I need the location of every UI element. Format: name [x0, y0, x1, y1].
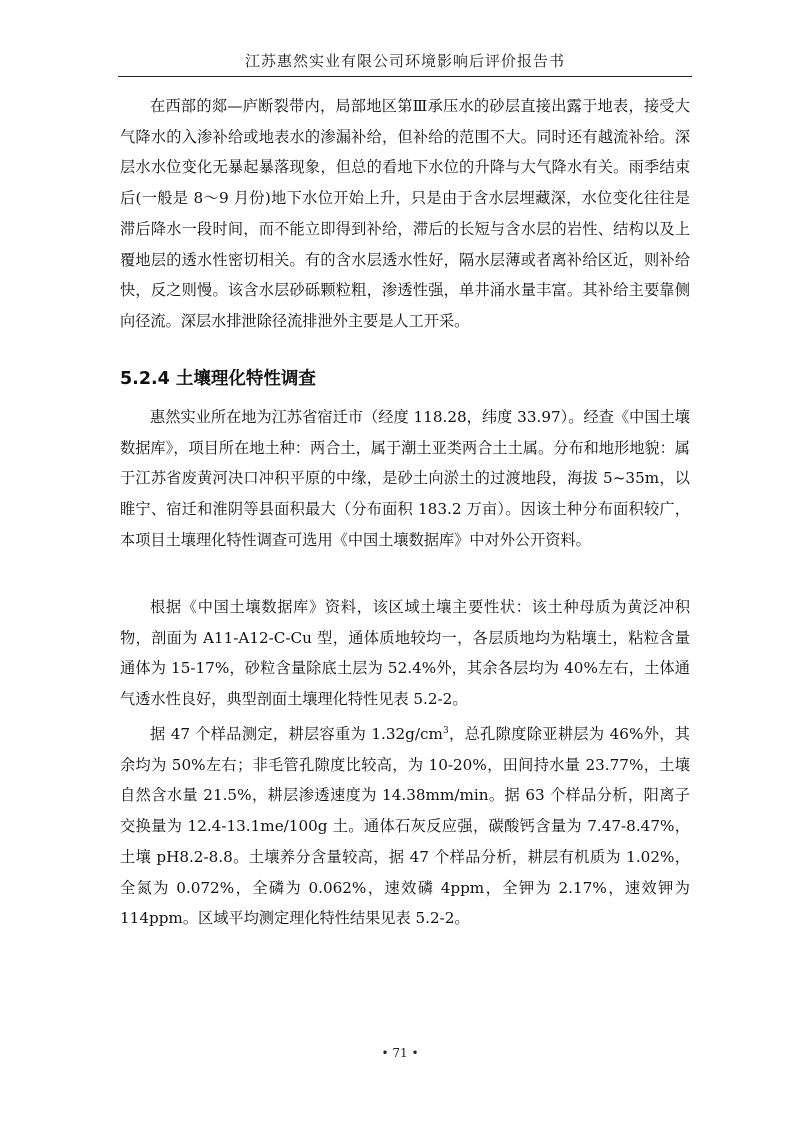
- document-header: 江苏惠然实业有限公司环境影响后评价报告书: [244, 52, 565, 70]
- paragraph-soil-location: 惠然实业所在地为江苏省宿迁市（经度 118.28，纬度 33.97）。经查《中国土壤数据库》，项目所在地土种：两合土，属于潮土亚类两合土土属。分布和地形地貌：属于江苏省废黄河决口冲积平原的中缘，是砂土向淤土的过渡地段，海拔 5~35m，以睢宁、宿迁和淮阴等县面积最大（分布面积 183.2 万亩）。因该土种分布面积较广，本项目土壤理化特性调查可选用《中国土壤数据库》中对外公开资料。: [120, 408, 690, 549]
- sample-results-text-1: 据 47 个样品测定，耕层容重为 1.32g/cm: [150, 725, 443, 743]
- paragraph-sample-results: [120, 719, 690, 934]
- section-heading: 5.2.4 土壤理化特性调查: [120, 369, 316, 389]
- page-number: • 71 •: [381, 1046, 419, 1060]
- paragraph-groundwater: 在西部的郯—庐断裂带内，局部地区第Ⅲ承压水的砂层直接出露于地表，接受大气降水的入渗补给或地表水的渗漏补给，但补给的范围不大。同时还有越流补给。深层水水位变化无暴起暴落现象，但总的看地下水位的升降与大气降水有关。雨季结束后(一般是 8～9 月份)地下水位开始上升，只是由于含水层埋藏深，水位变化往往是滞后降水一段时间，而不能立即得到补给，滞后的长短与含水层的岩性、结构以及上覆地层的透水性密切相关。有的含水层透水性好，隔水层薄或者离补给区近，则补给快，反之则慢。该含水层砂砾颗粒粗，渗透性强，单井涌水量丰富。其补给主要靠侧向径流。深层水排泄除径流排泄外主要是人工开采。: [120, 97, 690, 330]
- sample-results-text-2: ，总孔隙度除亚耕层为 46%外，其余均为 50%左右；非毛管孔隙度比较高，为 10-20%，田间持水量 23.77%，土壤自然含水量 21.5%，耕层渗透速度为 14.38mm/min。据 63 个样品分析，阳离子交换量为 12.4-13.1me/100g 土。通体石灰反应强，碳酸钙含量为 7.47-8.47%，土壤 pH8.2-8.8。土壤养分含量较高，据 47 个样品分析，耕层有机质为 1.02%，全氮为 0.072%，全磷为 0.062%，速效磷 4ppm，全钾为 2.17%，速效钾为 114ppm。区域平均测定理化特性结果见表 5.2-2。: [120, 725, 690, 928]
- superscript-cubic: 3: [442, 725, 449, 736]
- header-divider: [118, 76, 692, 77]
- paragraph-soil-properties: 根据《中国土壤数据库》资料，该区域土壤主要性状：该土种母质为黄泛冲积物，剖面为 A11-A12-C-Cu 型，通体质地较均一，各层质地均为粘壤土，粘粒含量通体为 15-17%，砂粒含量除底土层为 52.4%外，其余各层均为 40%左右，土体通气透水性良好，典型剖面土壤理化特性见表 5.2-2。: [120, 598, 690, 709]
